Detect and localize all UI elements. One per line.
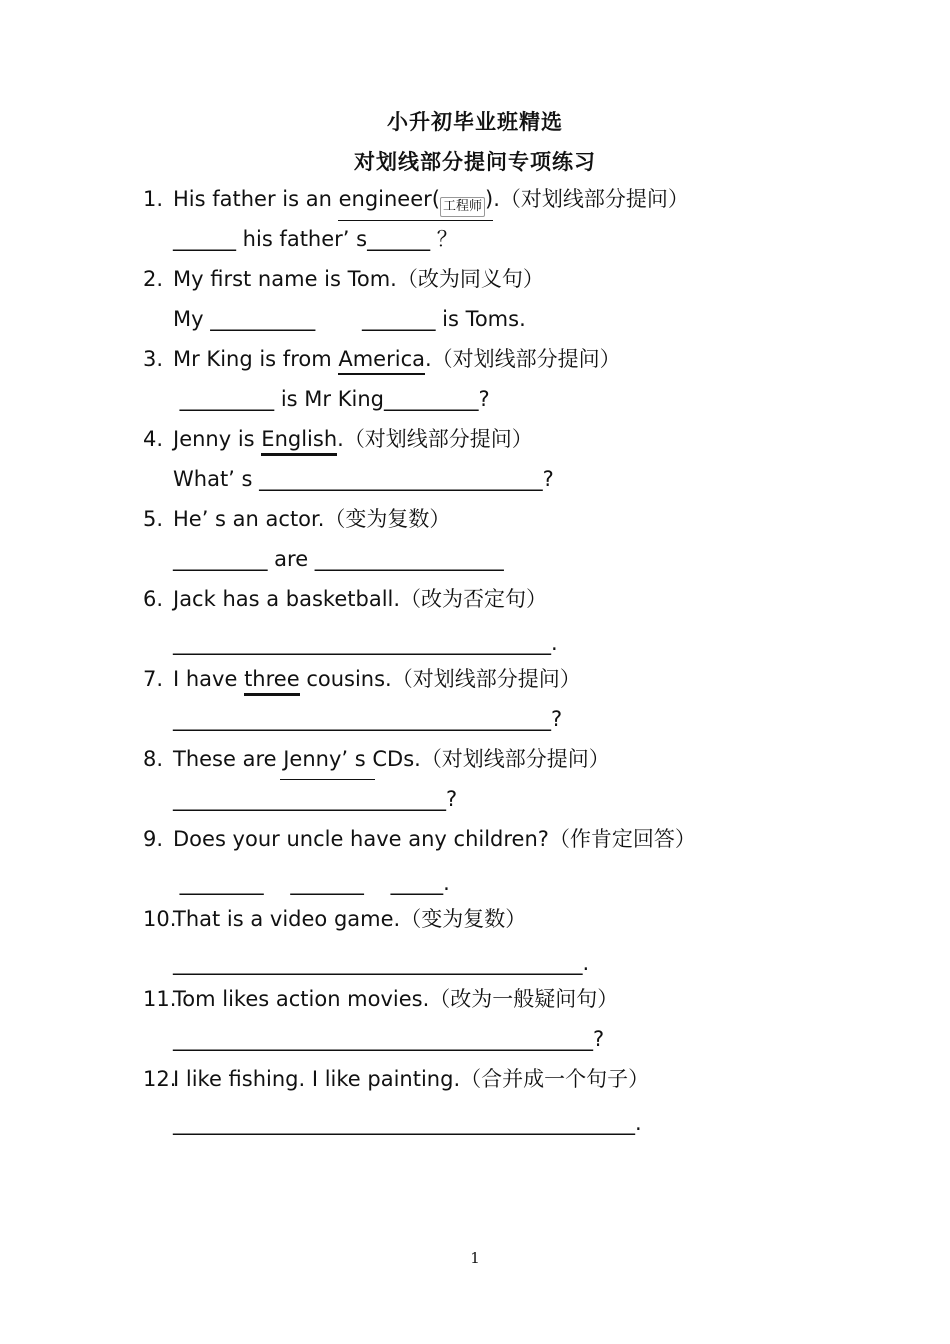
annotation-box: 工程师 [440, 197, 485, 217]
question-number: 7. [143, 667, 164, 691]
question-7 [143, 666, 581, 692]
question-text: These are [173, 747, 284, 771]
question-number: 2. [143, 267, 164, 291]
question-number: 10. [143, 907, 177, 931]
question-number: 5. [143, 507, 164, 531]
question-number: 11. [143, 987, 177, 1011]
task-instruction: （变为复数） [400, 907, 527, 931]
answer-line-3[interactable]: _________ is Mr King_________? [173, 387, 490, 411]
question-text: I like fishing. I like painting. [173, 1067, 461, 1091]
worksheet-subtitle: 对划线部分提问专项练习 [354, 150, 596, 174]
answer-line-5[interactable]: _________ are __________________ [173, 547, 504, 571]
question-text-end: . [337, 427, 344, 451]
task-instruction: （对划线部分提问） [343, 427, 533, 451]
question-number: 3. [143, 347, 164, 371]
question-6 [143, 586, 547, 612]
question-text: Mr King is from [173, 347, 339, 371]
question-text-end: CDs. [365, 747, 421, 771]
task-instruction: （改为否定句） [400, 587, 548, 611]
task-instruction: （对划线部分提问） [391, 667, 581, 691]
question-text: Jack has a basketball. [173, 587, 401, 611]
question-number: 1. [143, 187, 164, 211]
question-text: I have [173, 667, 245, 691]
answer-line-4[interactable]: What’ s ___________________________? [173, 467, 554, 491]
question-text-end: cousins. [299, 667, 392, 691]
underlined-word: English [261, 427, 337, 456]
underlined-word: Jenny’ s [283, 747, 366, 771]
answer-line-7[interactable]: ____________________________________? [173, 707, 563, 731]
question-text: That is a video game. [173, 907, 401, 931]
task-instruction: （合并成一个句子） [460, 1067, 650, 1091]
question-number: 9. [143, 827, 164, 851]
task-instruction: （变为复数） [324, 507, 451, 531]
task-instruction: （改为同义句） [396, 267, 544, 291]
question-text: My first name is Tom. [173, 267, 397, 291]
answer-line-10[interactable]: _______________________________________. [173, 951, 590, 975]
answer-line-9[interactable]: ________ _______ _____. [173, 871, 450, 895]
question-5 [143, 506, 450, 532]
question-1 [143, 186, 689, 217]
answer-line-11[interactable]: ________________________________________? [173, 1027, 605, 1051]
question-number: 12. [143, 1067, 177, 1091]
task-instruction: （对划线部分提问） [499, 187, 689, 211]
question-9 [143, 826, 696, 852]
question-8 [143, 746, 610, 772]
question-number: 4. [143, 427, 164, 451]
answer-line-2[interactable]: My __________ _______ is Toms. [173, 307, 526, 331]
question-11 [143, 986, 618, 1012]
question-text: Tom likes action movies. [173, 987, 430, 1011]
paren-open: ( [431, 187, 440, 211]
answer-line-1[interactable]: ______ his father’ s______ ？ [173, 227, 458, 251]
page-number: 1 [470, 1249, 480, 1267]
question-text: His father is an [173, 187, 339, 211]
underlined-word: America [338, 347, 425, 375]
question-3 [143, 346, 621, 372]
question-1-underline [338, 220, 493, 221]
question-text: Jenny is [173, 427, 262, 451]
task-instruction: （作肯定回答） [548, 827, 696, 851]
question-number: 8. [143, 747, 164, 771]
question-8-underline [280, 779, 375, 780]
question-number: 6. [143, 587, 164, 611]
question-4 [143, 426, 533, 452]
answer-line-8[interactable]: __________________________? [173, 787, 458, 811]
paren-close: ). [485, 187, 500, 211]
underlined-word: three [244, 667, 300, 696]
worksheet-title: 小升初毕业班精选 [387, 110, 563, 134]
answer-line-6[interactable]: ____________________________________. [173, 631, 558, 655]
answer-line-12[interactable]: ____________________________________________. [173, 1111, 642, 1135]
question-text-end: . [424, 347, 432, 371]
question-10 [143, 906, 526, 932]
question-2 [143, 266, 544, 292]
question-12 [143, 1066, 649, 1092]
task-instruction: （对划线部分提问） [431, 347, 621, 371]
question-text: He’ s an actor. [173, 507, 325, 531]
task-instruction: （改为一般疑问句） [429, 987, 619, 1011]
task-instruction: （对划线部分提问） [420, 747, 610, 771]
underlined-word: engineer [338, 187, 432, 211]
question-text: Does your uncle have any children? [173, 827, 549, 851]
